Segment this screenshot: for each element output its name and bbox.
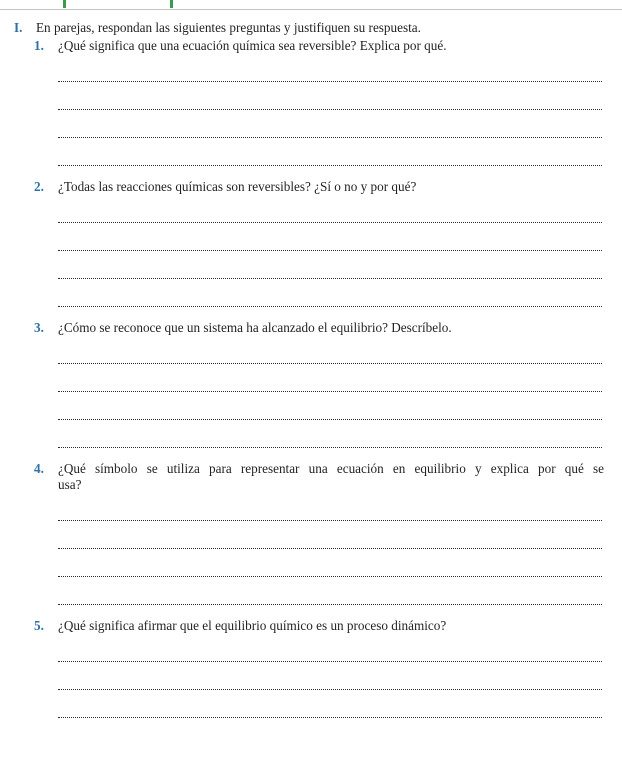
answer-line[interactable] bbox=[58, 223, 602, 251]
header-rule bbox=[0, 9, 622, 10]
question-5 bbox=[34, 618, 604, 718]
question-number: 2. bbox=[34, 179, 44, 194]
question-number: 3. bbox=[34, 320, 44, 335]
header-tick-mark bbox=[170, 0, 173, 8]
answer-line[interactable] bbox=[58, 634, 602, 662]
answer-line[interactable] bbox=[58, 392, 602, 420]
question-heading bbox=[34, 320, 604, 336]
answer-line[interactable] bbox=[58, 195, 602, 223]
question-text-continuation: usa? bbox=[58, 477, 82, 492]
question-2 bbox=[34, 179, 604, 320]
question-text: ¿Qué significa afirmar que el equilibrio químico es un proceso dinámico? bbox=[58, 618, 447, 633]
answer-line[interactable] bbox=[58, 549, 602, 577]
question-number: 4. bbox=[34, 461, 44, 476]
answer-line[interactable] bbox=[58, 138, 602, 166]
question-3 bbox=[34, 320, 604, 461]
question-4 bbox=[34, 461, 604, 618]
question-text: ¿Cómo se reconoce que un sistema ha alcanzado el equilibrio? Descríbelo. bbox=[58, 320, 452, 335]
question-heading bbox=[34, 179, 604, 195]
question-text: ¿Todas las reacciones químicas son reversibles? ¿Sí o no y por qué? bbox=[58, 179, 417, 194]
answer-line[interactable] bbox=[58, 662, 602, 690]
answer-line[interactable] bbox=[58, 493, 602, 521]
question-heading bbox=[34, 618, 604, 634]
answer-line[interactable] bbox=[58, 279, 602, 307]
answer-line[interactable] bbox=[58, 110, 602, 138]
question-text: ¿Qué significa que una ecuación química sea reversible? Explica por qué. bbox=[58, 38, 447, 53]
section-numeral: I. bbox=[14, 20, 23, 35]
question-number: 5. bbox=[34, 618, 44, 633]
answer-line[interactable] bbox=[58, 82, 602, 110]
question-1 bbox=[34, 38, 604, 179]
answer-line[interactable] bbox=[58, 251, 602, 279]
section-heading bbox=[14, 20, 604, 38]
question-text: ¿Qué símbolo se utiliza para representar una ecuación en equilibrio y explica por qué se bbox=[58, 461, 604, 476]
exercise-section bbox=[14, 20, 604, 718]
question-number: 1. bbox=[34, 38, 44, 53]
answer-line[interactable] bbox=[58, 364, 602, 392]
section-instruction: En parejas, respondan las siguientes preguntas y justifiquen su respuesta. bbox=[36, 20, 421, 35]
question-heading bbox=[34, 461, 604, 477]
answer-line[interactable] bbox=[58, 420, 602, 448]
answer-line[interactable] bbox=[58, 521, 602, 549]
question-heading bbox=[34, 38, 604, 54]
answer-line[interactable] bbox=[58, 577, 602, 605]
answer-line[interactable] bbox=[58, 336, 602, 364]
answer-line[interactable] bbox=[58, 54, 602, 82]
answer-line[interactable] bbox=[58, 690, 602, 718]
header-tick-mark bbox=[63, 0, 66, 8]
